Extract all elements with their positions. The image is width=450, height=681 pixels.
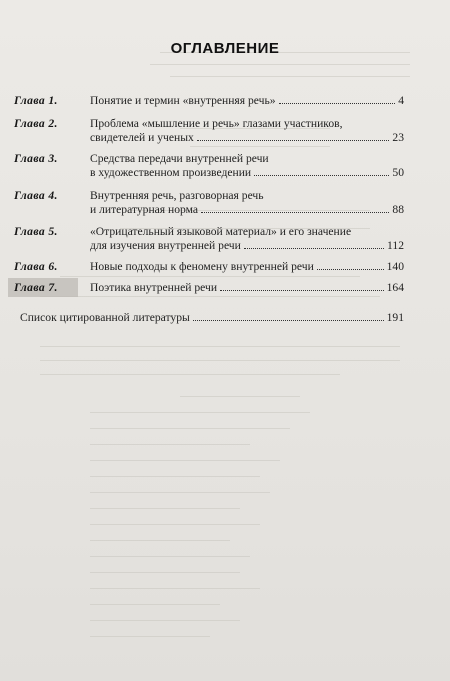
dot-leader: [244, 248, 384, 249]
dot-leader: [201, 212, 389, 213]
page-number: 4: [398, 94, 404, 107]
dot-leader: [220, 290, 384, 291]
dot-leader: [279, 103, 396, 104]
page-number: 140: [386, 260, 404, 273]
page-number: 164: [386, 281, 404, 294]
chapter-title: Внутренняя речь, разговорная речь: [90, 189, 264, 202]
chapter-label: Глава 3.: [14, 152, 58, 165]
chapter-title: Проблема «мышление и речь» глазами участников,: [90, 117, 343, 130]
chapter-label: Глава 4.: [14, 189, 58, 202]
dot-leader: [193, 320, 384, 321]
chapter-label: Глава 2.: [14, 117, 58, 130]
chapter-title: Новые подходы к феномену внутренней речи: [90, 260, 314, 273]
bibliography-entry[interactable]: [20, 311, 404, 325]
chapter-title: Поэтика внутренней речи: [90, 281, 218, 294]
dot-leader: [317, 269, 384, 270]
chapter-title-cont: в художественном произведении: [90, 166, 252, 179]
dot-leader: [254, 175, 389, 176]
chapter-title: Средства передачи внутренней речи: [90, 152, 269, 165]
page-number: 88: [392, 203, 404, 216]
chapter-title: Понятие и термин «внутренняя речь»: [90, 94, 276, 107]
page-number: 23: [392, 131, 404, 144]
page-number: 112: [387, 239, 404, 252]
bibliography-label: Список цитированной литературы: [20, 311, 190, 324]
page-number: 191: [386, 311, 404, 324]
dot-leader: [197, 140, 390, 141]
chapter-label: Глава 6.: [14, 260, 58, 273]
chapter-title-cont: для изучения внутренней речи: [90, 239, 241, 252]
toc-title: ОГЛАВЛЕНИЕ: [170, 40, 280, 57]
chapter-title: «Отрицательный языковой материал» и его значение: [90, 225, 352, 238]
chapter-title-cont: свидетелей и ученых: [90, 131, 194, 144]
chapter-title-cont: и литературная норма: [90, 203, 199, 216]
chapter-label: Глава 1.: [14, 94, 58, 107]
chapter-label: Глава 5.: [14, 225, 58, 238]
chapter-label: Глава 7.: [14, 281, 58, 294]
page-number: 50: [392, 166, 404, 179]
